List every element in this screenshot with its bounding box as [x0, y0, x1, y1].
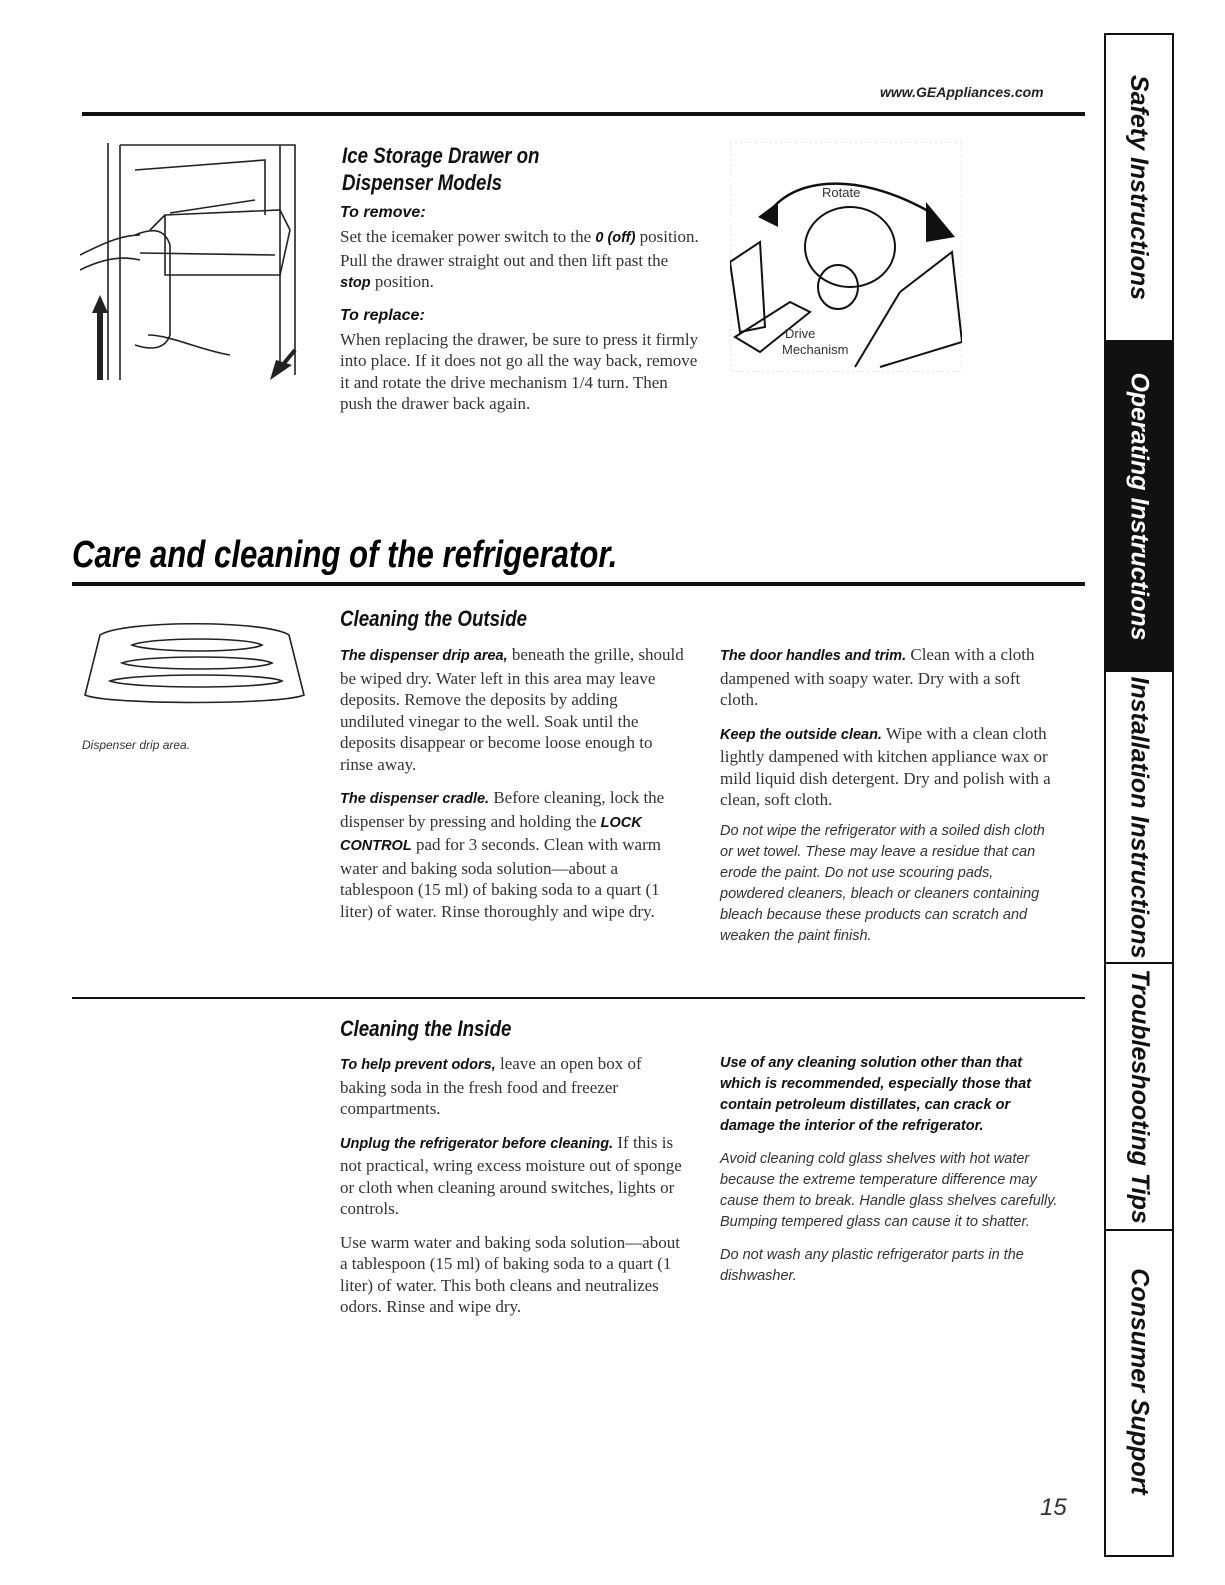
- unplug-paragraph: Unplug the refrigerator before cleaning. If this is not practical, wring excess moisture out of sponge or cloth when cleaning around switches, lights or controls.: [340, 1132, 682, 1218]
- website-url: www.GEAppliances.com: [880, 84, 1044, 100]
- drive-mechanism-illustration: [730, 142, 962, 372]
- cleaning-outside-heading: Cleaning the Outside: [340, 606, 528, 631]
- drip-area-illustration: [82, 605, 307, 725]
- care-rule: [72, 582, 1085, 586]
- solution-warning: Use of any cleaning solution other than that which is recommended, especially those that contain petroleum distillates, can crack or damage the interior of the refrigerator.: [720, 1055, 1032, 1134]
- section-divider: [72, 997, 1085, 999]
- replace-heading: To replace:: [340, 306, 425, 324]
- inside-col2: [720, 1053, 1065, 1287]
- outside-col1: [340, 644, 685, 922]
- tab-operating-instructions[interactable]: Operating Instructions: [1106, 340, 1172, 672]
- ice-storage-remove: [340, 204, 700, 415]
- ice-drawer-illustration: [80, 135, 305, 385]
- cradle-paragraph: The dispenser cradle. Before cleaning, lock the dispenser by pressing and holding the LOCK CONTROL pad for 3 seconds. Clean with warm water and baking soda solution—about a tablespoon (15 ml) of baking soda to a quart (1 liter) of water. Rinse thoroughly and wipe dry.: [340, 788, 665, 921]
- drip-caption: Dispenser drip area.: [82, 738, 191, 752]
- page-number: 15: [1040, 1494, 1067, 1521]
- section-tabs: [1104, 33, 1174, 1557]
- cleaning-inside-heading: Cleaning the Inside: [340, 1016, 512, 1041]
- baking-soda-paragraph: Use warm water and baking soda solution—about a tablespoon (15 ml) of baking soda to a quart (1 liter) of water. This both cleans and neutralizes odors. Rinse and wipe dry.: [340, 1232, 680, 1316]
- tab-consumer-support[interactable]: Consumer Support: [1125, 1267, 1154, 1495]
- inside-col1: [340, 1053, 685, 1318]
- mechanism-label: Mechanism: [782, 342, 849, 357]
- drip-area-paragraph: The dispenser drip area, beneath the grille, should be wiped dry. Water left in this area may leave deposits. Remove the deposits by adding undiluted vinegar to the well. Soak until the deposits disappear or become loose enough to rinse away.: [340, 645, 684, 774]
- remove-heading: To remove:: [340, 204, 426, 221]
- keep-clean-paragraph: Keep the outside clean. Wipe with a clean cloth lightly dampened with kitchen appliance wax or mild liquid dish detergent. Dry and polish with a clean, soft cloth.: [720, 723, 1051, 809]
- tab-troubleshooting-tips[interactable]: Troubleshooting Tips: [1125, 969, 1154, 1224]
- dishwasher-warning: Do not wash any plastic refrigerator parts in the dishwasher.: [720, 1247, 1024, 1284]
- glass-shelves-warning: Avoid cleaning cold glass shelves with hot water because the extreme temperature difference may cause them to break. Handle glass shelves carefully. Bumping tempered glass can cause it to shatter.: [720, 1151, 1058, 1230]
- outside-warning: Do not wipe the refrigerator with a soiled dish cloth or wet towel. These may leave a residue that can erode the paint. Do not use scouring pads, powdered cleaners, bleach or cleaners containing bleach because these products can scratch and weaken the paint finish.: [720, 822, 1045, 944]
- remove-text: Set the icemaker power switch to the 0 (off) position. Pull the drawer straight out and then lift past the stop position.: [340, 227, 699, 291]
- care-title: Care and cleaning of the refrigerator.: [72, 534, 618, 576]
- tab-installation-instructions[interactable]: Installation Instructions: [1125, 676, 1154, 958]
- odors-paragraph: To help prevent odors, leave an open box of baking soda in the fresh food and freezer compartments.: [340, 1054, 642, 1118]
- header-rule: [82, 112, 1085, 116]
- outside-col2: [720, 644, 1055, 947]
- replace-text: When replacing the drawer, be sure to press it firmly into place. If it does not go all the way back, remove it and rotate the drive mechanism 1/4 turn. Then push the drawer back again.: [340, 329, 699, 413]
- tab-safety-instructions[interactable]: Safety Instructions: [1125, 74, 1154, 301]
- rotate-label: Rotate: [822, 185, 861, 200]
- drive-label: Drive: [785, 326, 816, 341]
- door-handles-paragraph: The door handles and trim. Clean with a cloth dampened with soapy water. Dry with a soft cloth.: [720, 645, 1035, 709]
- ice-storage-title: Ice Storage Drawer on Dispenser Models: [342, 143, 540, 195]
